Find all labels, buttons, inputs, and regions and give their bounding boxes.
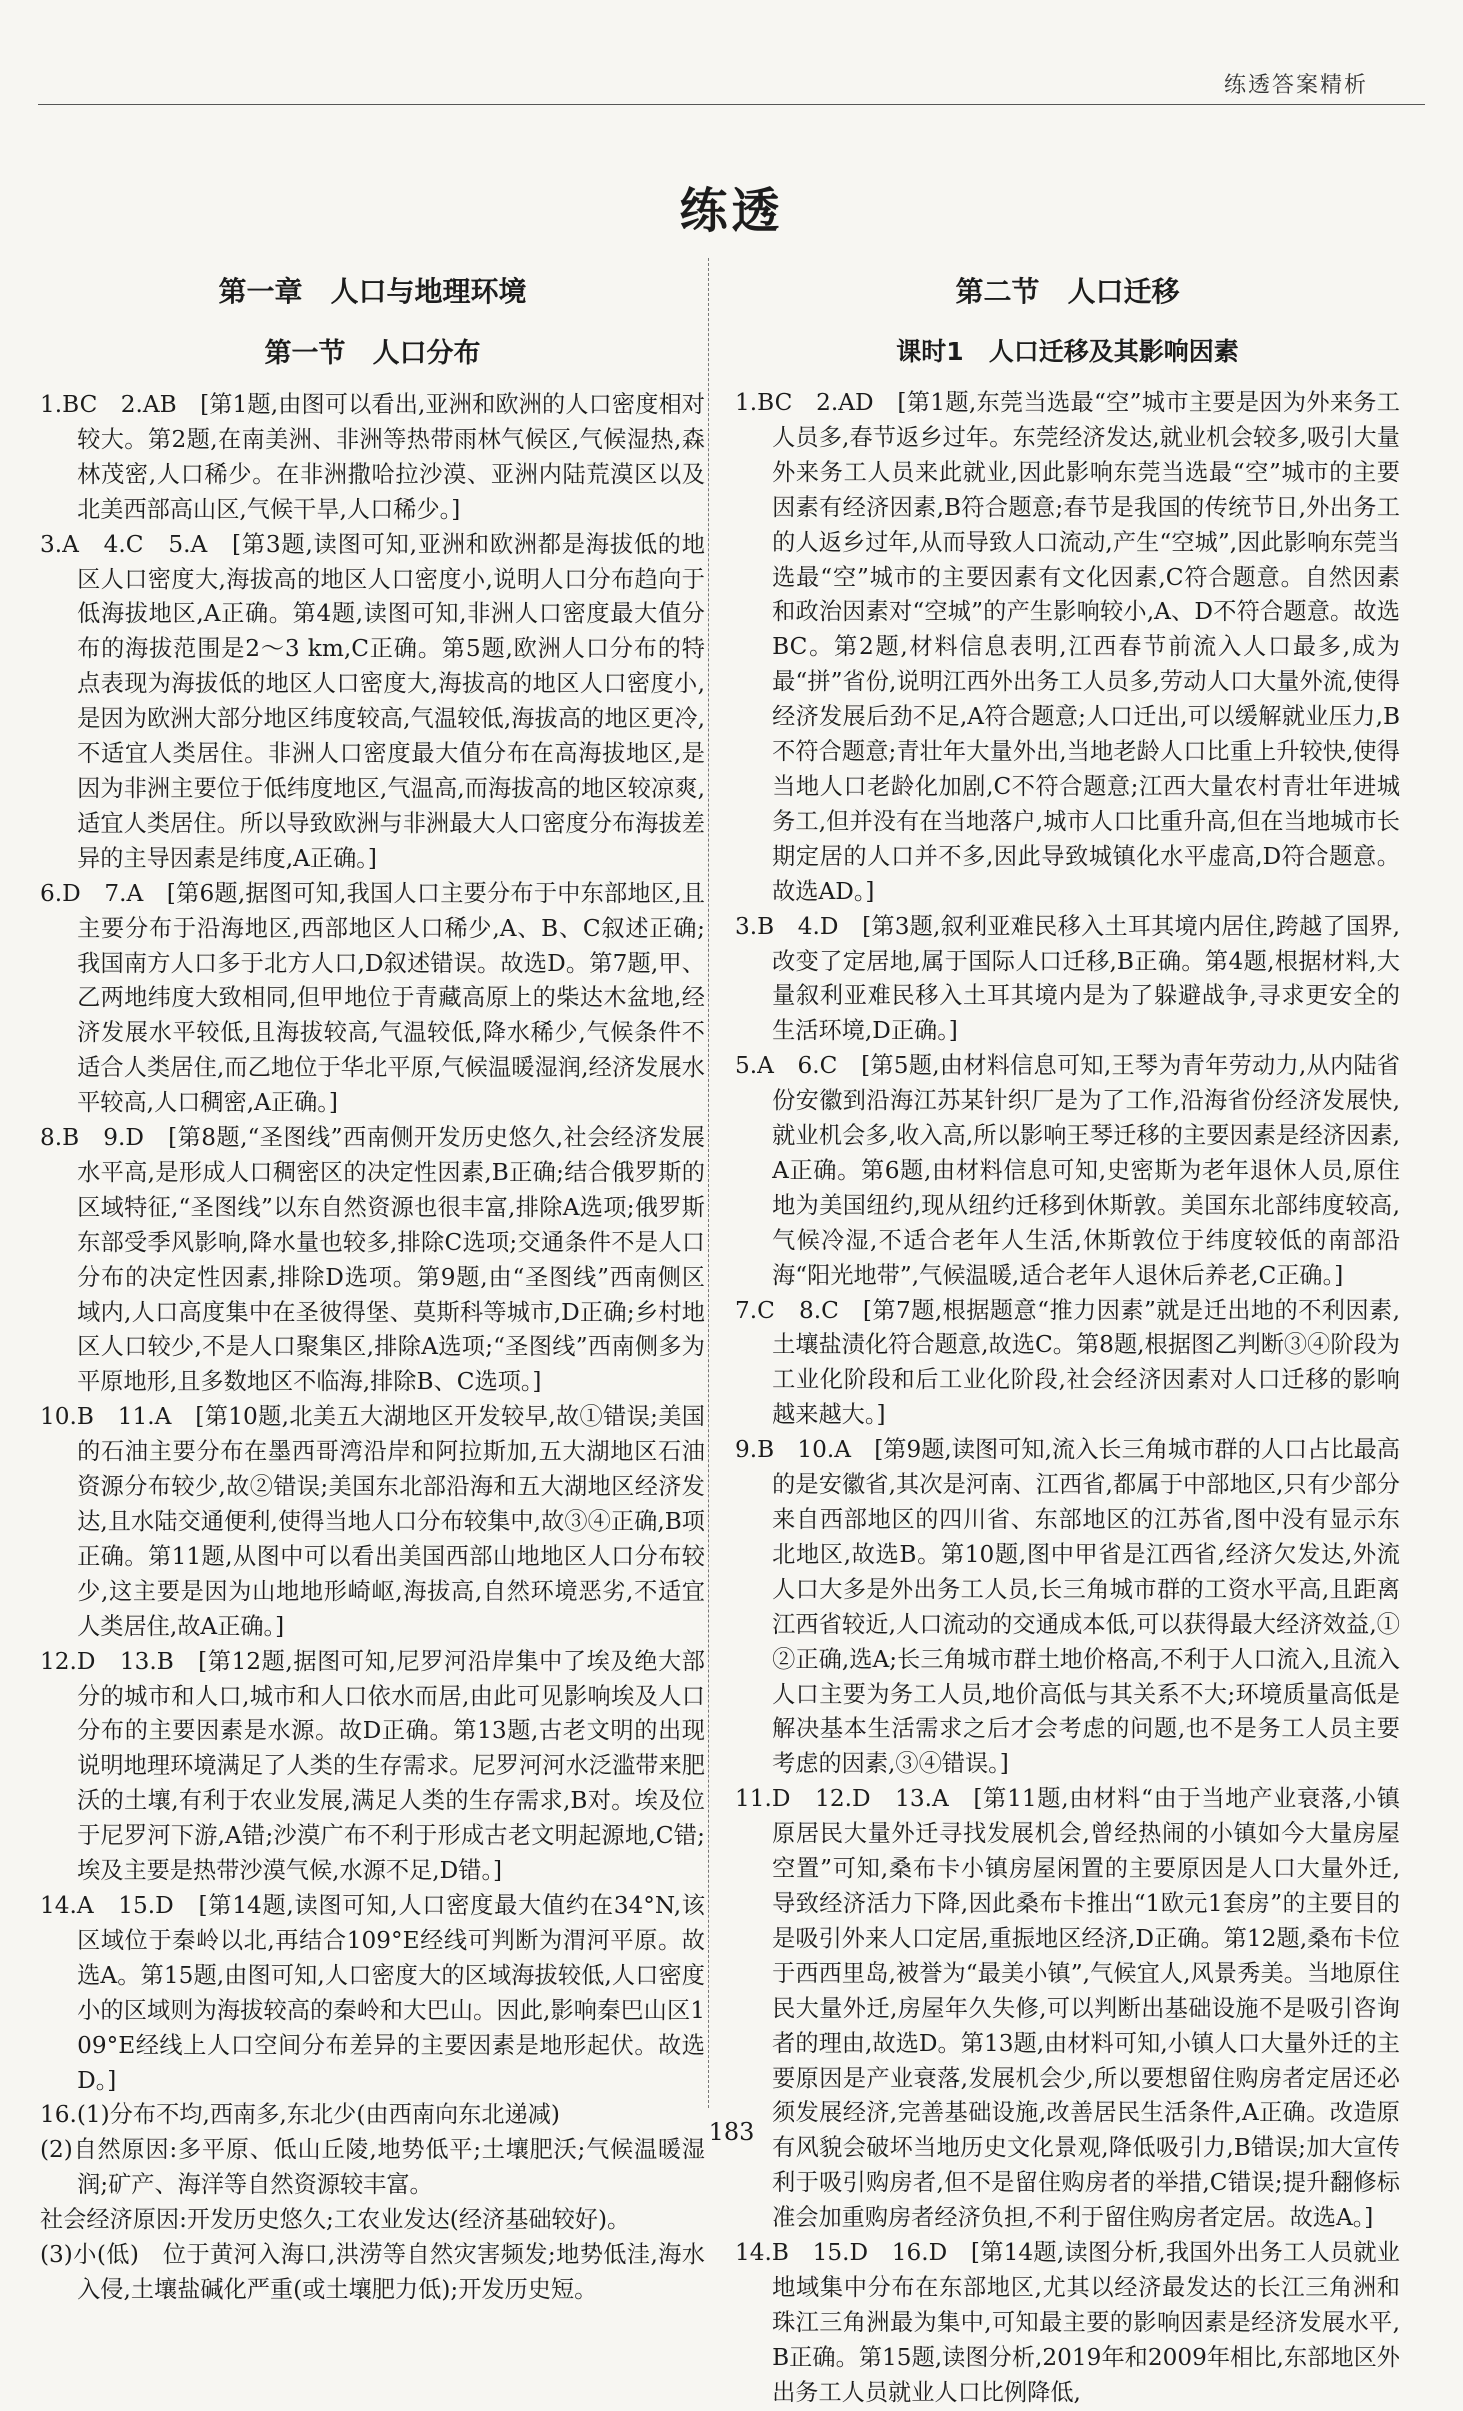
answer-paragraph: 6.D 7.A [第6题,据图可知,我国人口主要分布于中东部地区,且主要分布于沿海地区,西部地区人口稀少,A、B、C叙述正确;我国南方人口多于北方人口,D叙述错误。故选D。第7题,甲、乙两地纬度大致相同,但甲地位于青藏高原上的柴达木盆地,经济发展水平较低,且海拔较高,气温较低,降水稀少,气候条件不适合人类居住,而乙地位于华北平原,气候温暖湿润,经济发展水平较高,人口稠密,A正确。] bbox=[40, 879, 705, 1117]
answer-paragraph: 社会经济原因:开发历史悠久;工农业发达(经济基础较好)。 bbox=[40, 2206, 631, 2234]
answer-paragraph: 16.(1)分布不均,西南多,东北少(由西南向东北递减) bbox=[40, 2101, 560, 2129]
answer-paragraph: 3.A 4.C 5.A [第3题,读图可知,亚洲和欧洲都是海拔低的地区人口密度大,海拔高的地区人口密度小,说明人口分布趋向于低海拔地区,A正确。第4题,读图可知,非洲人口密度最大值分布的海拔范围是2～3 km,C正确。第5题,欧洲人口分布的特点表现为海拔低的地区人口密度大,海拔高的地区人口密度小,是因为欧洲大部分地区纬度较高,气温较低,海拔高的地区更冷,不适宜人类居住。非洲人口密度最大值分布在高海拔地区,是因为非洲主要位于低纬度地区,气温高,而海拔高的地区较凉爽,适宜人类居住。所以导致欧洲与非洲最大人口密度分布海拔差异的主导因素是纬度,A正确。] bbox=[40, 530, 705, 872]
header-rule bbox=[38, 104, 1425, 105]
page-title: 练透 bbox=[679, 183, 784, 239]
answer-paragraph: 7.C 8.C [第7题,根据题意“推力因素”就是迁出地的不利因素,土壤盐渍化符合题意,故选C。第8题,根据图乙判断③④阶段为工业化阶段和后工业化阶段,社会经济因素对人口迁移的影响越来越大。] bbox=[735, 1296, 1400, 1429]
answer-paragraph: (3)小(低) 位于黄河入海口,洪涝等自然灾害频发;地势低洼,海水入侵,土壤盐碱化严重(或土壤肥力低);开发历史短。 bbox=[40, 2241, 705, 2303]
answer-paragraph: 9.B 10.A [第9题,读图可知,流入长三角城市群的人口占比最高的是安徽省,其次是河南、江西省,都属于中部地区,只有少部分来自西部地区的四川省、东部地区的江苏省,图中没有显示东北地区,故选B。第10题,图中甲省是江西省,经济欠发达,外流人口大多是外出务工人员,长三角城市群的工资水平高,且距离江西省较近,人口流动的交通成本低,可以获得最大经济效益,①②正确,选A;长三角城市群土地价格高,不利于人口流入,且流入人口主要为务工人员,地价高低与其关系不大;环境质量高低是解决基本生活需求之后才会考虑的问题,也不是务工人员主要考虑的因素,③④错误。] bbox=[735, 1436, 1400, 1778]
answer-paragraph: 8.B 9.D [第8题,“圣图线”西南侧开发历史悠久,社会经济发展水平高,是形成人口稠密区的决定性因素,B正确;结合俄罗斯的区域特征,“圣图线”以东自然资源也很丰富,排除A选项;俄罗斯东部受季风影响,降水量也较多,排除C选项;交通条件不是人口分布的决定性因素,排除D选项。第9题,由“圣图线”西南侧区域内,人口高度集中在圣彼得堡、莫斯科等城市,D正确;乡村地区人口较少,不是人口聚集区,排除A选项;“圣图线”西南侧多为平原地形,且多数地区不临海,排除B、C选项。] bbox=[40, 1124, 705, 1396]
section-heading-population-migration: 第二节 人口迁移 bbox=[955, 275, 1180, 308]
section-heading-population-distribution: 第一节 人口分布 bbox=[264, 338, 481, 369]
chapter-heading: 第一章 人口与地理环境 bbox=[218, 275, 527, 308]
answer-paragraph: 3.B 4.D [第3题,叙利亚难民移入土耳其境内居住,跨越了国界,改变了定居地,属于国际人口迁移,B正确。第4题,根据材料,大量叙利亚难民移入土耳其境内是为了躲避战争,寻求更安全的生活环境,D正确。] bbox=[735, 912, 1400, 1045]
answer-paragraph: 14.A 15.D [第14题,读图可知,人口密度最大值约在34°N,该区域位于秦岭以北,再结合109°E经线可判断为渭河平原。故选A。第15题,由图可知,人口密度大的区域海拔较低,人口密度小的区域则为海拔较高的秦岭和大巴山。因此,影响秦巴山区109°E经线上人口空间分布差异的主要因素是地形起伏。故选D。] bbox=[40, 1891, 705, 2094]
page-number: 183 bbox=[708, 2118, 755, 2146]
answer-paragraph: 1.BC 2.AB [第1题,由图可以看出,亚洲和欧洲的人口密度相对较大。第2题,在南美洲、非洲等热带雨林气候区,气候湿热,森林茂密,人口稀少。在非洲撒哈拉沙漠、亚洲内陆荒漠区以及北美西部高山区,气候干旱,人口稀少。] bbox=[40, 391, 705, 523]
left-column bbox=[40, 262, 705, 2308]
answer-paragraph: 12.D 13.B [第12题,据图可知,尼罗河沿岸集中了埃及绝大部分的城市和人口,城市和人口依水而居,由此可见影响埃及人口分布的主要因素是水源。故D正确。第13题,古老文明的出现说明地理环境满足了人类的生存需求。尼罗河河水泛滥带来肥沃的土壤,有利于农业发展,满足人类的生存需求,B对。埃及位于尼罗河下游,A错;沙漠广布不利于形成古老文明起源地,C错;埃及主要是热带沙漠气候,水源不足,D错。] bbox=[40, 1647, 705, 1885]
lesson-heading: 课时1 人口迁移及其影响因素 bbox=[896, 337, 1239, 366]
answer-paragraph: 1.BC 2.AD [第1题,东莞当选最“空”城市主要是因为外来务工人员多,春节返乡过年。东莞经济发达,就业机会较多,吸引大量外来务工人员来此就业,因此影响东莞当选最“空”城市的主要因素有经济因素,B符合题意;春节是我国的传统节日,外出务工的人返乡过年,从而导致人口流动,产生“空城”,因此影响东莞当选最“空”城市的主要因素有文化因素,C符合题意。自然因素和政治因素对“空城”的产生影响较小,A、D不符合题意。故选BC。第2题,材料信息表明,江西春节前流入人口最多,成为最“拼”省份,说明江西外出务工人员多,劳动人口大量外流,使得经济发展后劲不足,A符合题意;人口迁出,可以缓解就业压力,B不符合题意;青壮年大量外出,当地老龄人口比重上升较快,使得当地人口老龄化加剧,C不符合题意;江西大量农村青壮年进城务工,但并没有在当地落户,城市人口比重升高,但在当地城市长期定居的人口并不多,因此导致城镇化水平虚高,D符合题意。故选AD。] bbox=[735, 389, 1400, 905]
column-divider bbox=[708, 258, 709, 2108]
answer-paragraph: 14.B 15.D 16.D [第14题,读图分析,我国外出务工人员就业地域集中分布在东部地区,尤其以经济最发达的长江三角洲和珠江三角洲最为集中,可知最主要的影响因素是经济发展水平,B正确。第15题,读图分析,2019年和2009年相比,东部地区外出务工人员就业人口比例降低, bbox=[735, 2239, 1400, 2406]
running-head: 练透答案精析 bbox=[1223, 73, 1368, 98]
answer-paragraph: 11.D 12.D 13.A [第11题,由材料“由于当地产业衰落,小镇原居民大量外迁寻找发展机会,曾经热闹的小镇如今大量房屋空置”可知,桑布卡小镇房屋闲置的主要原因是人口大量外迁,导致经济活力下降,因此桑布卡推出“1欧元1套房”的主要目的是吸引外来人口定居,重振地区经济,D正确。第12题,桑布卡位于西西里岛,被誉为“最美小镇”,气候宜人,风景秀美。当地原住民大量外迁,房屋年久失修,可以判断出基础设施不是吸引咨询者的理由,故选D。第13题,由材料可知,小镇人口大量外迁的主要原因是产业衰落,发展机会少,所以要想留住购房者定居还必须发展经济,完善基础设施,改善居民生活条件,A正确。改造原有风貌会破坏当地历史文化景观,降低吸引力,B错误;加大宣传利于吸引购房者,但不是留住购房者的举措,C错误;提升翻修标准会加重购房者经济负担,不利于留住购房者定居。故选A。] bbox=[735, 1785, 1400, 2232]
right-column bbox=[735, 262, 1400, 2411]
answer-paragraph: 5.A 6.C [第5题,由材料信息可知,王琴为青年劳动力,从内陆省份安徽到沿海江苏某针织厂是为了工作,沿海省份经济发展快,就业机会多,收入高,所以影响王琴迁移的主要因素是经济因素,A正确。第6题,由材料信息可知,史密斯为老年退休人员,原住地为美国纽约,现从纽约迁移到休斯敦。美国东北部纬度较高,气候冷湿,不适合老年人生活,休斯敦位于纬度较低的南部沿海“阳光地带”,气候温暖,适合老年人退休后养老,C正确。] bbox=[735, 1052, 1400, 1289]
answer-paragraph: (2)自然原因:多平原、低山丘陵,地势低平;土壤肥沃;气候温暖湿润;矿产、海洋等自然资源较丰富。 bbox=[40, 2136, 705, 2199]
answer-paragraph: 10.B 11.A [第10题,北美五大湖地区开发较早,故①错误;美国的石油主要分布在墨西哥湾沿岸和阿拉斯加,五大湖地区石油资源分布较少,故②错误;美国东北部沿海和五大湖地区经济发达,且水陆交通便利,使得当地人口分布较集中,故③④正确,B项正确。第11题,从图中可以看出美国西部山地地区人口分布较少,这主要是因为山地地形崎岖,海拔高,自然环境恶劣,不适宜人类居住,故A正确。] bbox=[40, 1403, 705, 1640]
